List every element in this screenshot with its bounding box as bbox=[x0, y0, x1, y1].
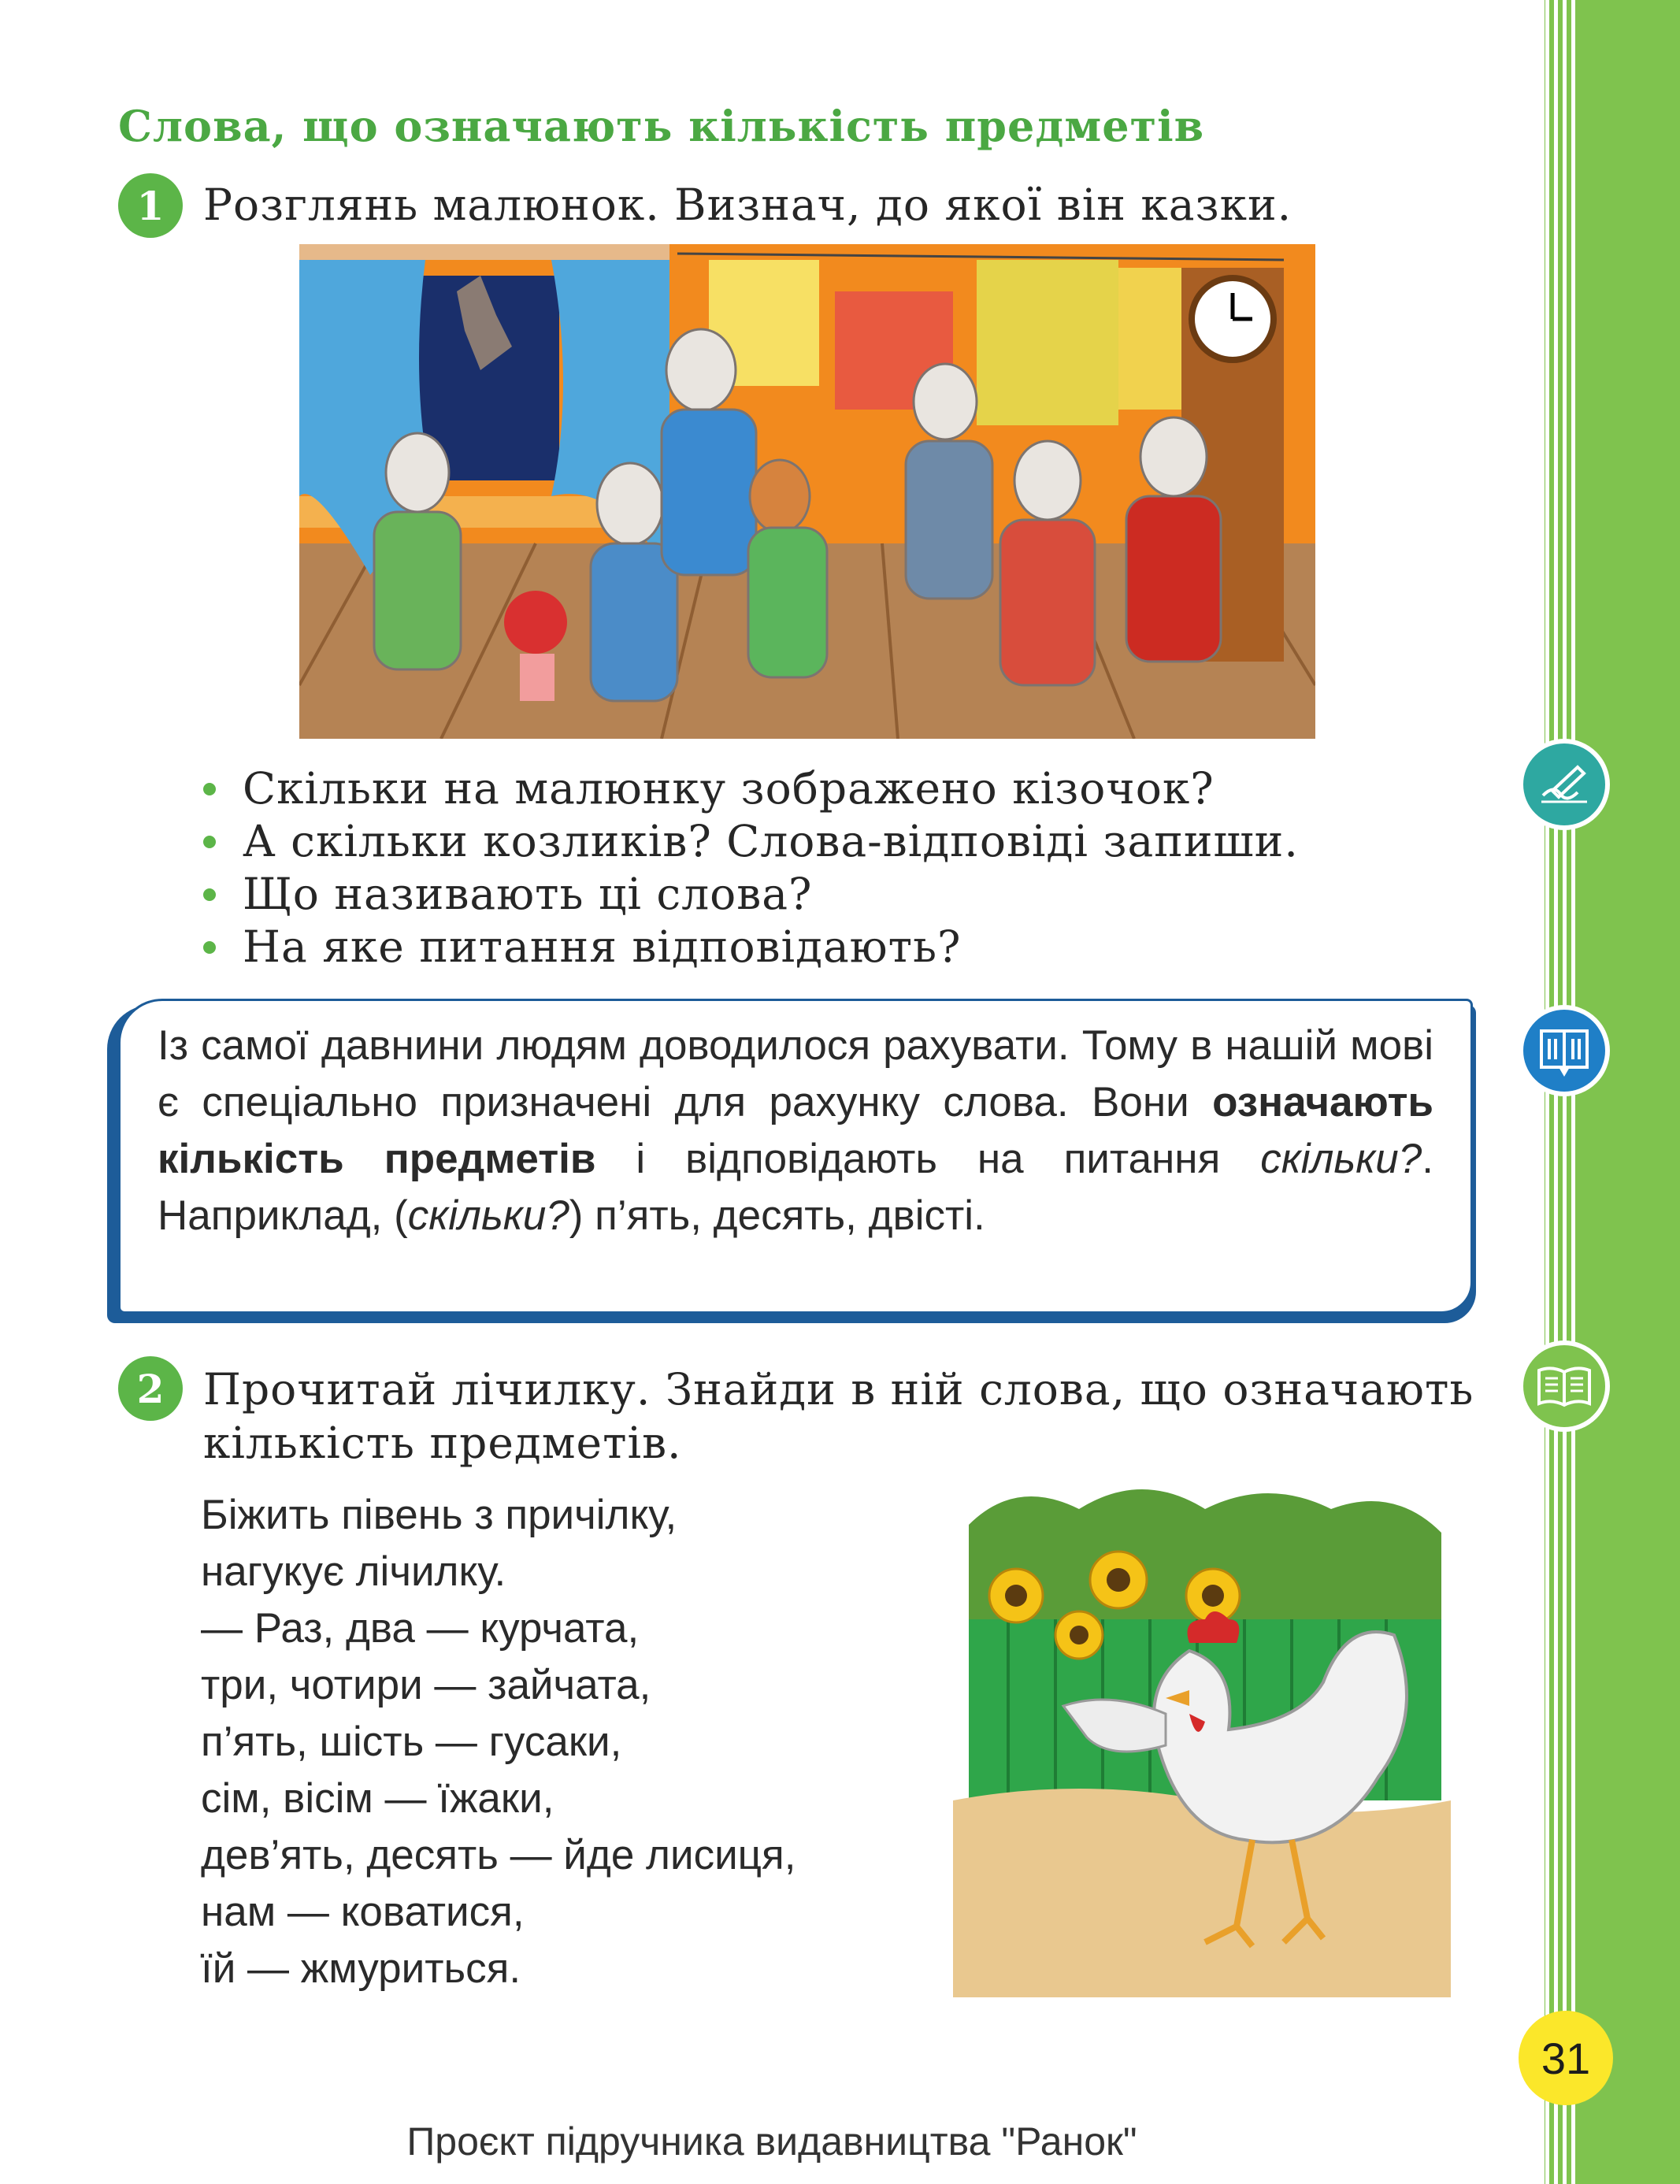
poem bbox=[201, 1487, 795, 1997]
list-item: Що називають ці слова? bbox=[203, 868, 1299, 921]
task-1-badge: 1 bbox=[118, 173, 183, 238]
pencil-write-icon bbox=[1519, 739, 1610, 830]
bullet-dot bbox=[203, 888, 216, 901]
list-item: На яке питання відповідають? bbox=[203, 921, 1299, 973]
bullet-dot bbox=[203, 836, 216, 848]
poem-line: сім, вісім — їжаки, bbox=[201, 1775, 554, 1822]
poem-line: Біжить півень з причілку, bbox=[201, 1492, 677, 1538]
rooster-illustration bbox=[953, 1462, 1451, 1997]
rule-italic: скільки? bbox=[407, 1192, 569, 1239]
rule-italic: скільки? bbox=[1260, 1136, 1422, 1182]
bullet-dot bbox=[203, 941, 216, 954]
list-item: Скільки на малюнку зображено кізочок? bbox=[203, 762, 1299, 815]
poem-line: нагукує лічилку. bbox=[201, 1548, 506, 1595]
rule-text: Із самої давнини людям доводилося рахувати. Тому в нашій мові є спеціально призначені для рахунку слова. Вони означають кількість предметів і відповідають на питання скільки?. Наприклад, (скільки?) п’ять, десять, двісті. bbox=[158, 1022, 1433, 1239]
open-book-icon bbox=[1519, 1340, 1610, 1432]
list-item: А скільки козликів? Слова-відповіді запиши. bbox=[203, 815, 1299, 868]
task-2-badge: 2 bbox=[118, 1356, 183, 1421]
section-title: Слова, що означають кількість предметів bbox=[118, 101, 1205, 151]
footer-note: Проєкт підручника видавництва "Ранок" bbox=[406, 2119, 1137, 2164]
bullet-dot bbox=[203, 783, 216, 795]
rule-bold: означають кількість предметів bbox=[158, 1079, 1433, 1182]
goats-room-illustration bbox=[299, 244, 1315, 739]
poem-line: їй — жмуриться. bbox=[201, 1945, 521, 1992]
task-1-instruction: Розглянь малюнок. Визнач, до якої він казки. bbox=[203, 180, 1292, 230]
poem-line: три, чотири — зайчата, bbox=[201, 1662, 651, 1708]
rule-book-icon bbox=[1519, 1005, 1610, 1096]
poem-line: — Раз, два — курчата, bbox=[201, 1605, 640, 1652]
poem-line: п’ять, шість — гусаки, bbox=[201, 1719, 622, 1765]
poem-line: нам — коватися, bbox=[201, 1889, 525, 1935]
questions-list bbox=[203, 762, 1299, 973]
poem-line: дев’ять, десять — йде лисиця, bbox=[201, 1832, 796, 1878]
page-number: 31 bbox=[1519, 2011, 1613, 2105]
task-2-instruction: Прочитай лічилку. Знайди в ній слова, що означають кількість предметів. bbox=[203, 1364, 1474, 1468]
